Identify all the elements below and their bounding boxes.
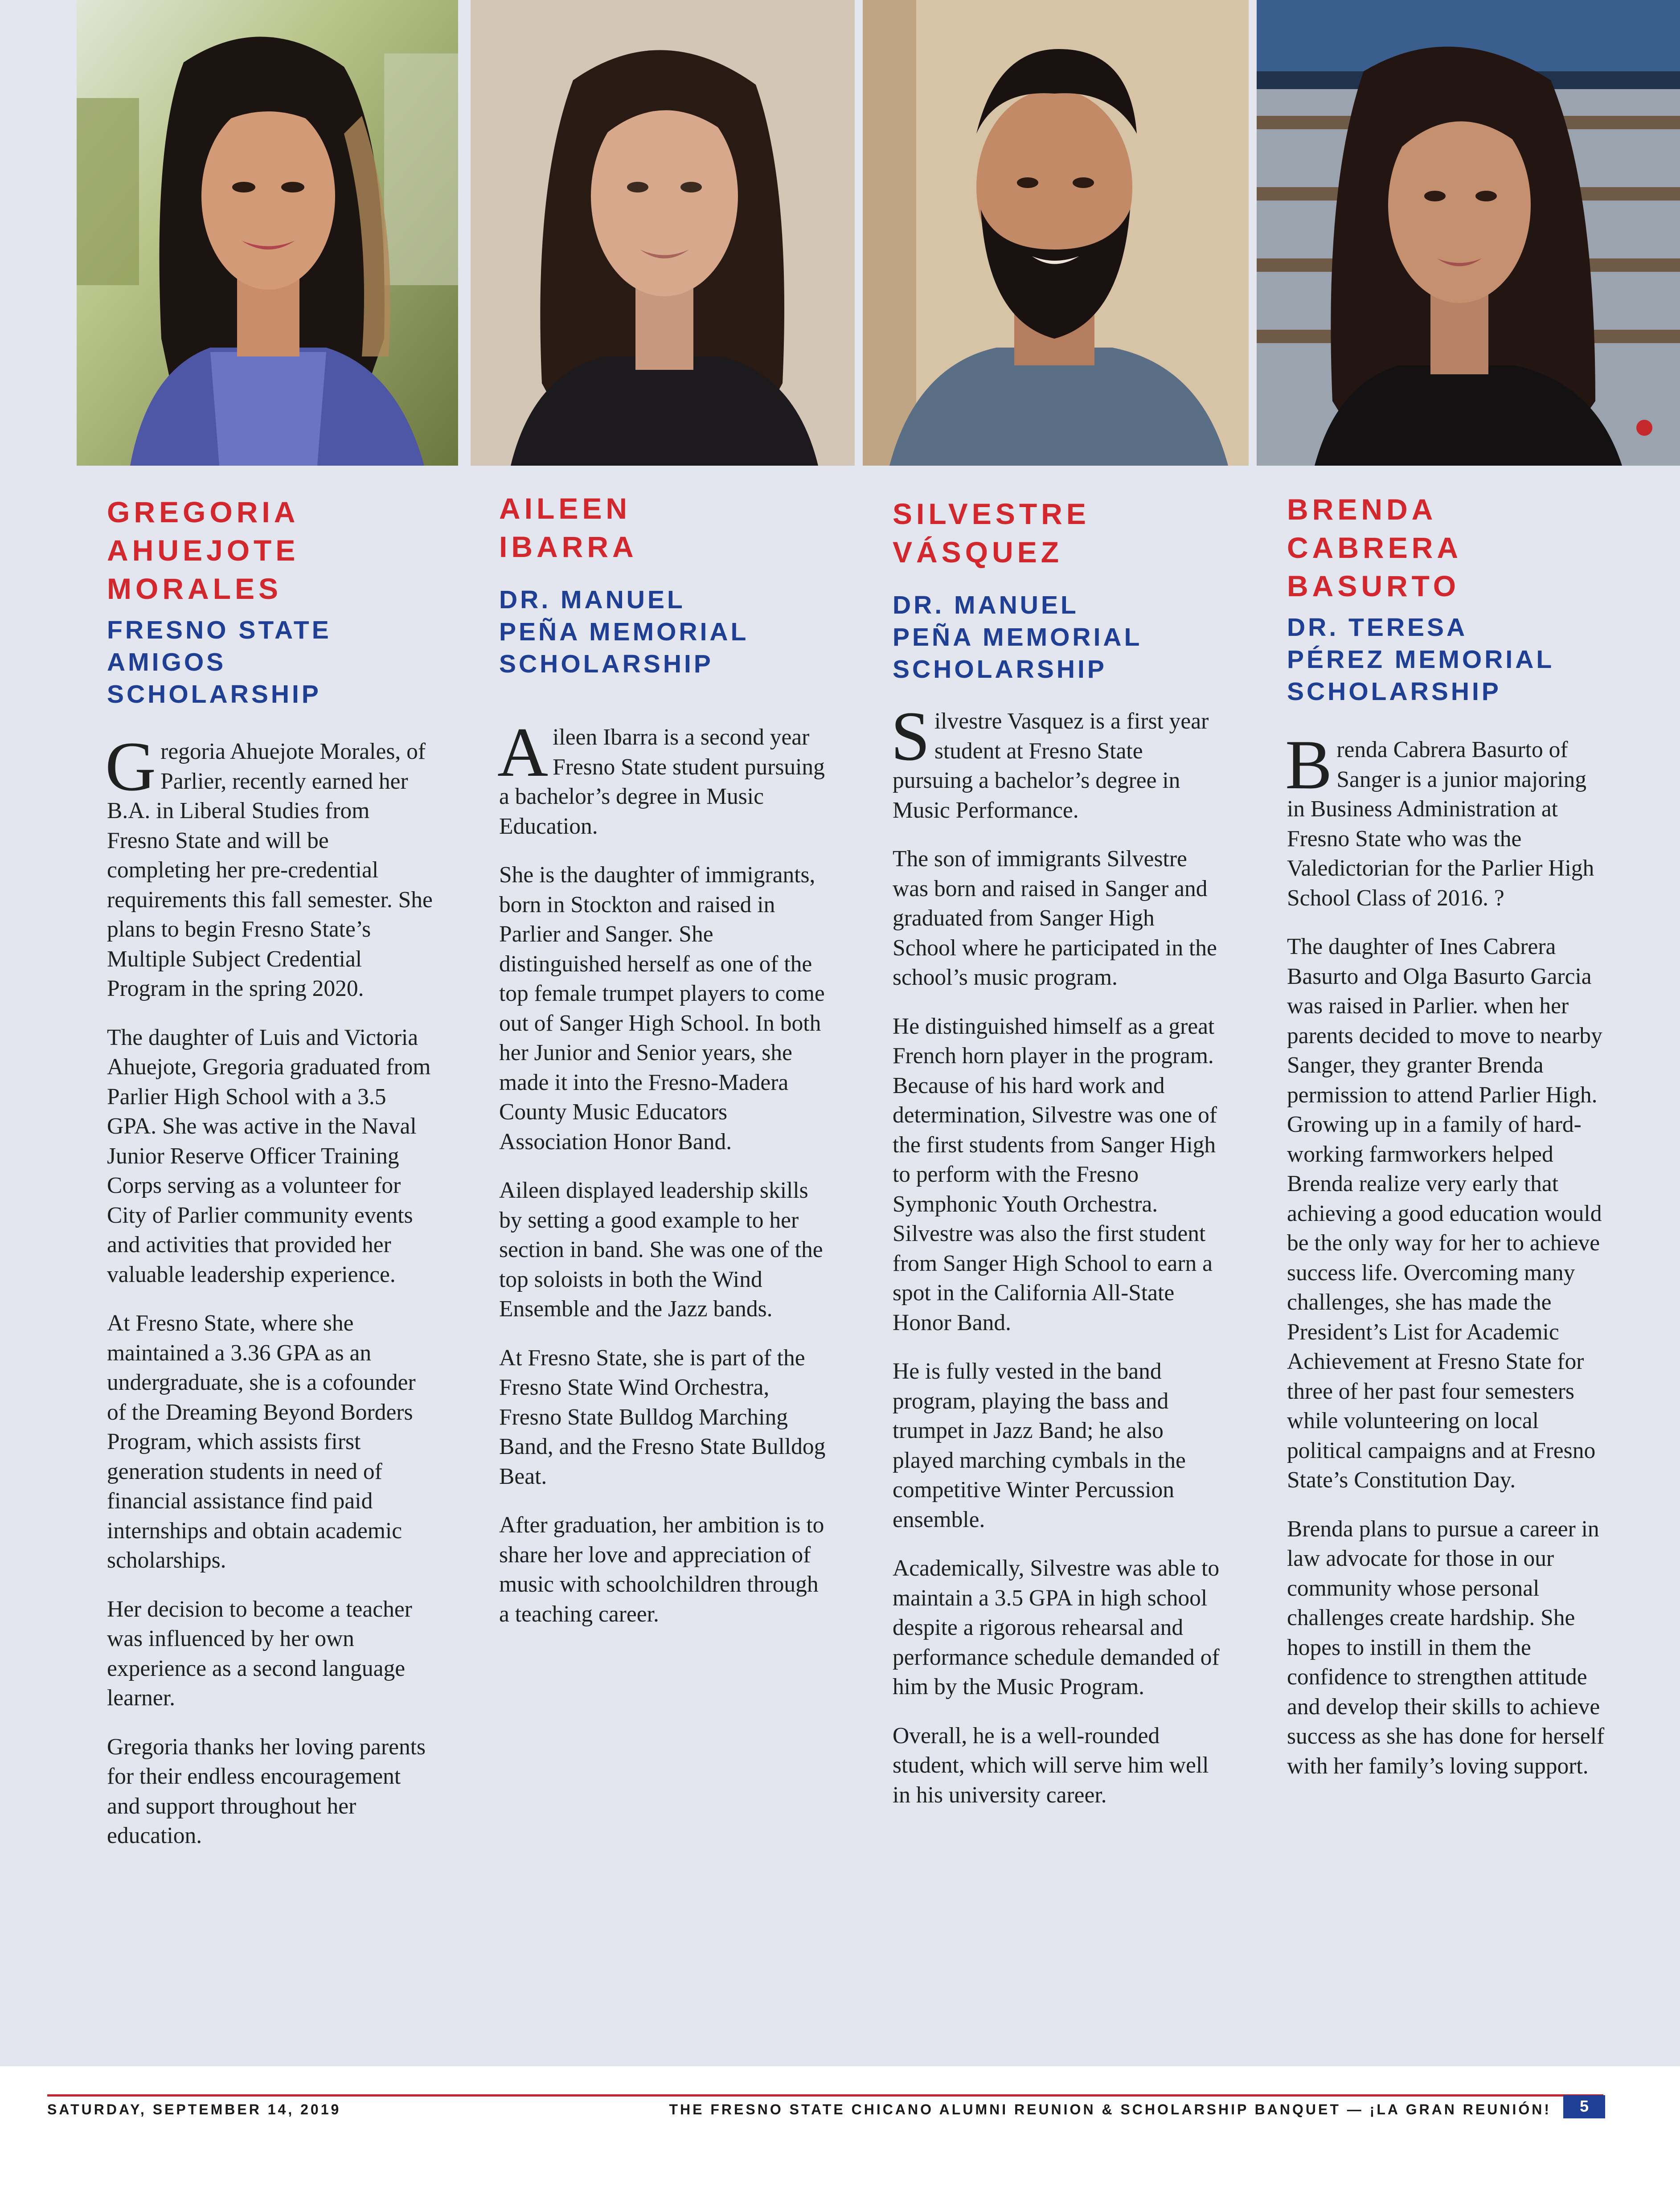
scholarship-title: DR. MANUEL PEÑA MEMORIAL SCHOLARSHIP (499, 586, 749, 678)
portrait-photo-aileen (471, 0, 855, 466)
scholar-bio (497, 713, 829, 1629)
scholar-bio (105, 728, 437, 1851)
scholar-column-brenda (1287, 490, 1609, 1800)
bio-paragraph: Her decision to become a teacher was influenced by her own experience as a second language learner. (107, 1596, 412, 1711)
photo-strip (77, 0, 1680, 466)
scholar-name: GREGORIA AHUEJOTE MORALES (107, 496, 299, 605)
paragraph-text: renda Cabrera Basurto of Sanger is a junior majoring in Business Administration at Fresno State who was the Valedictorian for the Parlier High School Class of 2016. ? (1287, 737, 1594, 911)
scholar-name: SILVESTRE VÁSQUEZ (893, 497, 1090, 569)
bio-paragraph: At Fresno State, she is part of the Fresno State Wind Orchestra, Fresno State Bulldog Marching Band, and the Fresno State Bulldog Beat. (499, 1345, 826, 1489)
scholar-column-silvestre (893, 495, 1222, 1829)
scholarship-title: DR. MANUEL PEÑA MEMORIAL SCHOLARSHIP (893, 591, 1143, 684)
scholar-name: BRENDA CABRERA BASURTO (1287, 493, 1462, 602)
drop-cap: B (1285, 726, 1332, 804)
bio-paragraph (105, 728, 437, 1004)
paragraph-text: ileen Ibarra is a second year Fresno State student pursuing a bachelor’s degree in Music Education. (499, 725, 825, 839)
scholar-bio (1285, 726, 1609, 1781)
paragraph-text: ilvestre Vasquez is a first year student at Fresno State pursuing a bachelor’s degree in Music Performance. (893, 708, 1209, 823)
scholarship-title: DR. TERESA PÉREZ MEMORIAL SCHOLARSHIP (1287, 613, 1555, 706)
scholar-column-aileen (499, 489, 829, 1648)
bio-paragraph (1285, 726, 1609, 913)
bio-paragraph: Academically, Silvestre was able to maintain a 3.5 GPA in high school despite a rigorous rehearsal and performance schedule demanded of him by the Music Program. (893, 1556, 1220, 1700)
portrait-photo-silvestre (863, 0, 1249, 466)
bio-paragraph: She is the daughter of immigrants, born in Stockton and raised in Parlier and Sanger. She distinguished herself as one of the top female trumpet players to come out of Sanger High School. In both her Junior and Senior years, she made it into the Fresno-Madera County Music Educators Association Honor Band. (499, 862, 825, 1155)
bio-paragraph (891, 697, 1222, 825)
portrait-photo-gregoria (77, 0, 458, 466)
bio-paragraph: The daughter of Luis and Victoria Ahuejote, Gregoria graduated from Parlier High School with a 3.5 GPA. She was active in the Naval Junior Reserve Officer Training Corps serving as a volunteer for City of Parlier community events and activities that provided her valuable leadership experience. (107, 1024, 431, 1287)
scholar-bio (891, 697, 1222, 1810)
footer-date: SATURDAY, SEPTEMBER 14, 2019 (47, 2101, 341, 2117)
bio-paragraph: After graduation, her ambition is to share her love and appreciation of music with schoolchildren through a teaching career. (499, 1512, 824, 1627)
bio-paragraph: Overall, he is a well-rounded student, which will serve him well in his university career. (893, 1723, 1209, 1808)
bio-paragraph: Aileen displayed leadership skills by setting a good example to her section in band. She was one of the top soloists in both the Wind Ensemble and the Jazz bands. (499, 1178, 823, 1322)
bio-paragraph: Gregoria thanks her loving parents for their endless encouragement and support throughout her education. (107, 1734, 426, 1848)
footer-divider (47, 2094, 1603, 2097)
paragraph-text: regoria Ahuejote Morales, of Parlier, recently earned her B.A. in Liberal Studies from Fresno State and will be completing her pre-credential requirements this fall semester. She plans to begin Fresno State’s Multiple Subject Credential Program in the spring 2020. (107, 739, 433, 1001)
bio-paragraph (497, 713, 829, 841)
scholar-column-gregoria (107, 493, 437, 1870)
bio-paragraph: He distinguished himself as a great French horn player in the program. Because of his hard work and determination, Silvestre was one of the first students from Sanger High to perform with the Fresno Symphonic Youth Orchestra. Silvestre was also the first student from Sanger High School to earn a spot in the California All-State Honor Band. (893, 1013, 1217, 1335)
footer-event-title: THE FRESNO STATE CHICANO ALUMNI REUNION & SCHOLARSHIP BANQUET — ¡LA GRAN REUNIÓN! (669, 2101, 1551, 2117)
bio-paragraph: The daughter of Ines Cabrera Basurto and Olga Basurto Garcia was raised in Parlier. when her parents decided to move to nearby Sanger, they granter Brenda permission to attend Parlier High. Growing up in a family of hard-working farmworkers helped Brenda realize very early that achieving a good education would be the only way for her to achieve success life. Overcoming many challenges, she has made the President’s List for Academic Achievement at Fresno State for three of her past four semesters while volunteering on local political campaigns and at Fresno State’s Constitution Day. (1287, 934, 1602, 1493)
bio-paragraph: The son of immigrants Silvestre was born and raised in Sanger and graduated from Sanger High School where he participated in the school’s music program. (893, 846, 1217, 990)
bio-paragraph: At Fresno State, where she maintained a 3.36 GPA as an undergraduate, she is a cofounder of the Dreaming Beyond Borders Program, which assists first generation students in need of financial assistance find paid internships and obtain academic scholarships. (107, 1311, 416, 1573)
drop-cap: S (891, 697, 930, 775)
drop-cap: A (497, 713, 549, 791)
portrait-photo-brenda (1257, 0, 1680, 466)
scholarship-title: FRESNO STATE AMIGOS SCHOLARSHIP (107, 616, 332, 708)
bio-paragraph: He is fully vested in the band program, playing the bass and trumpet in Jazz Band; he also played marching cymbals in the competitive Winter Percussion ensemble. (893, 1359, 1186, 1532)
drop-cap: G (105, 728, 156, 806)
page-number: 5 (1563, 2095, 1605, 2118)
bio-paragraph: Brenda plans to pursue a career in law advocate for those in our community whose personal challenges create hardship. She hopes to instill in them the confidence to strengthen attitude and develop their skills to achieve success as she has done for herself with her family’s loving support. (1287, 1516, 1605, 1779)
scholar-name: AILEEN IBARRA (499, 492, 638, 563)
